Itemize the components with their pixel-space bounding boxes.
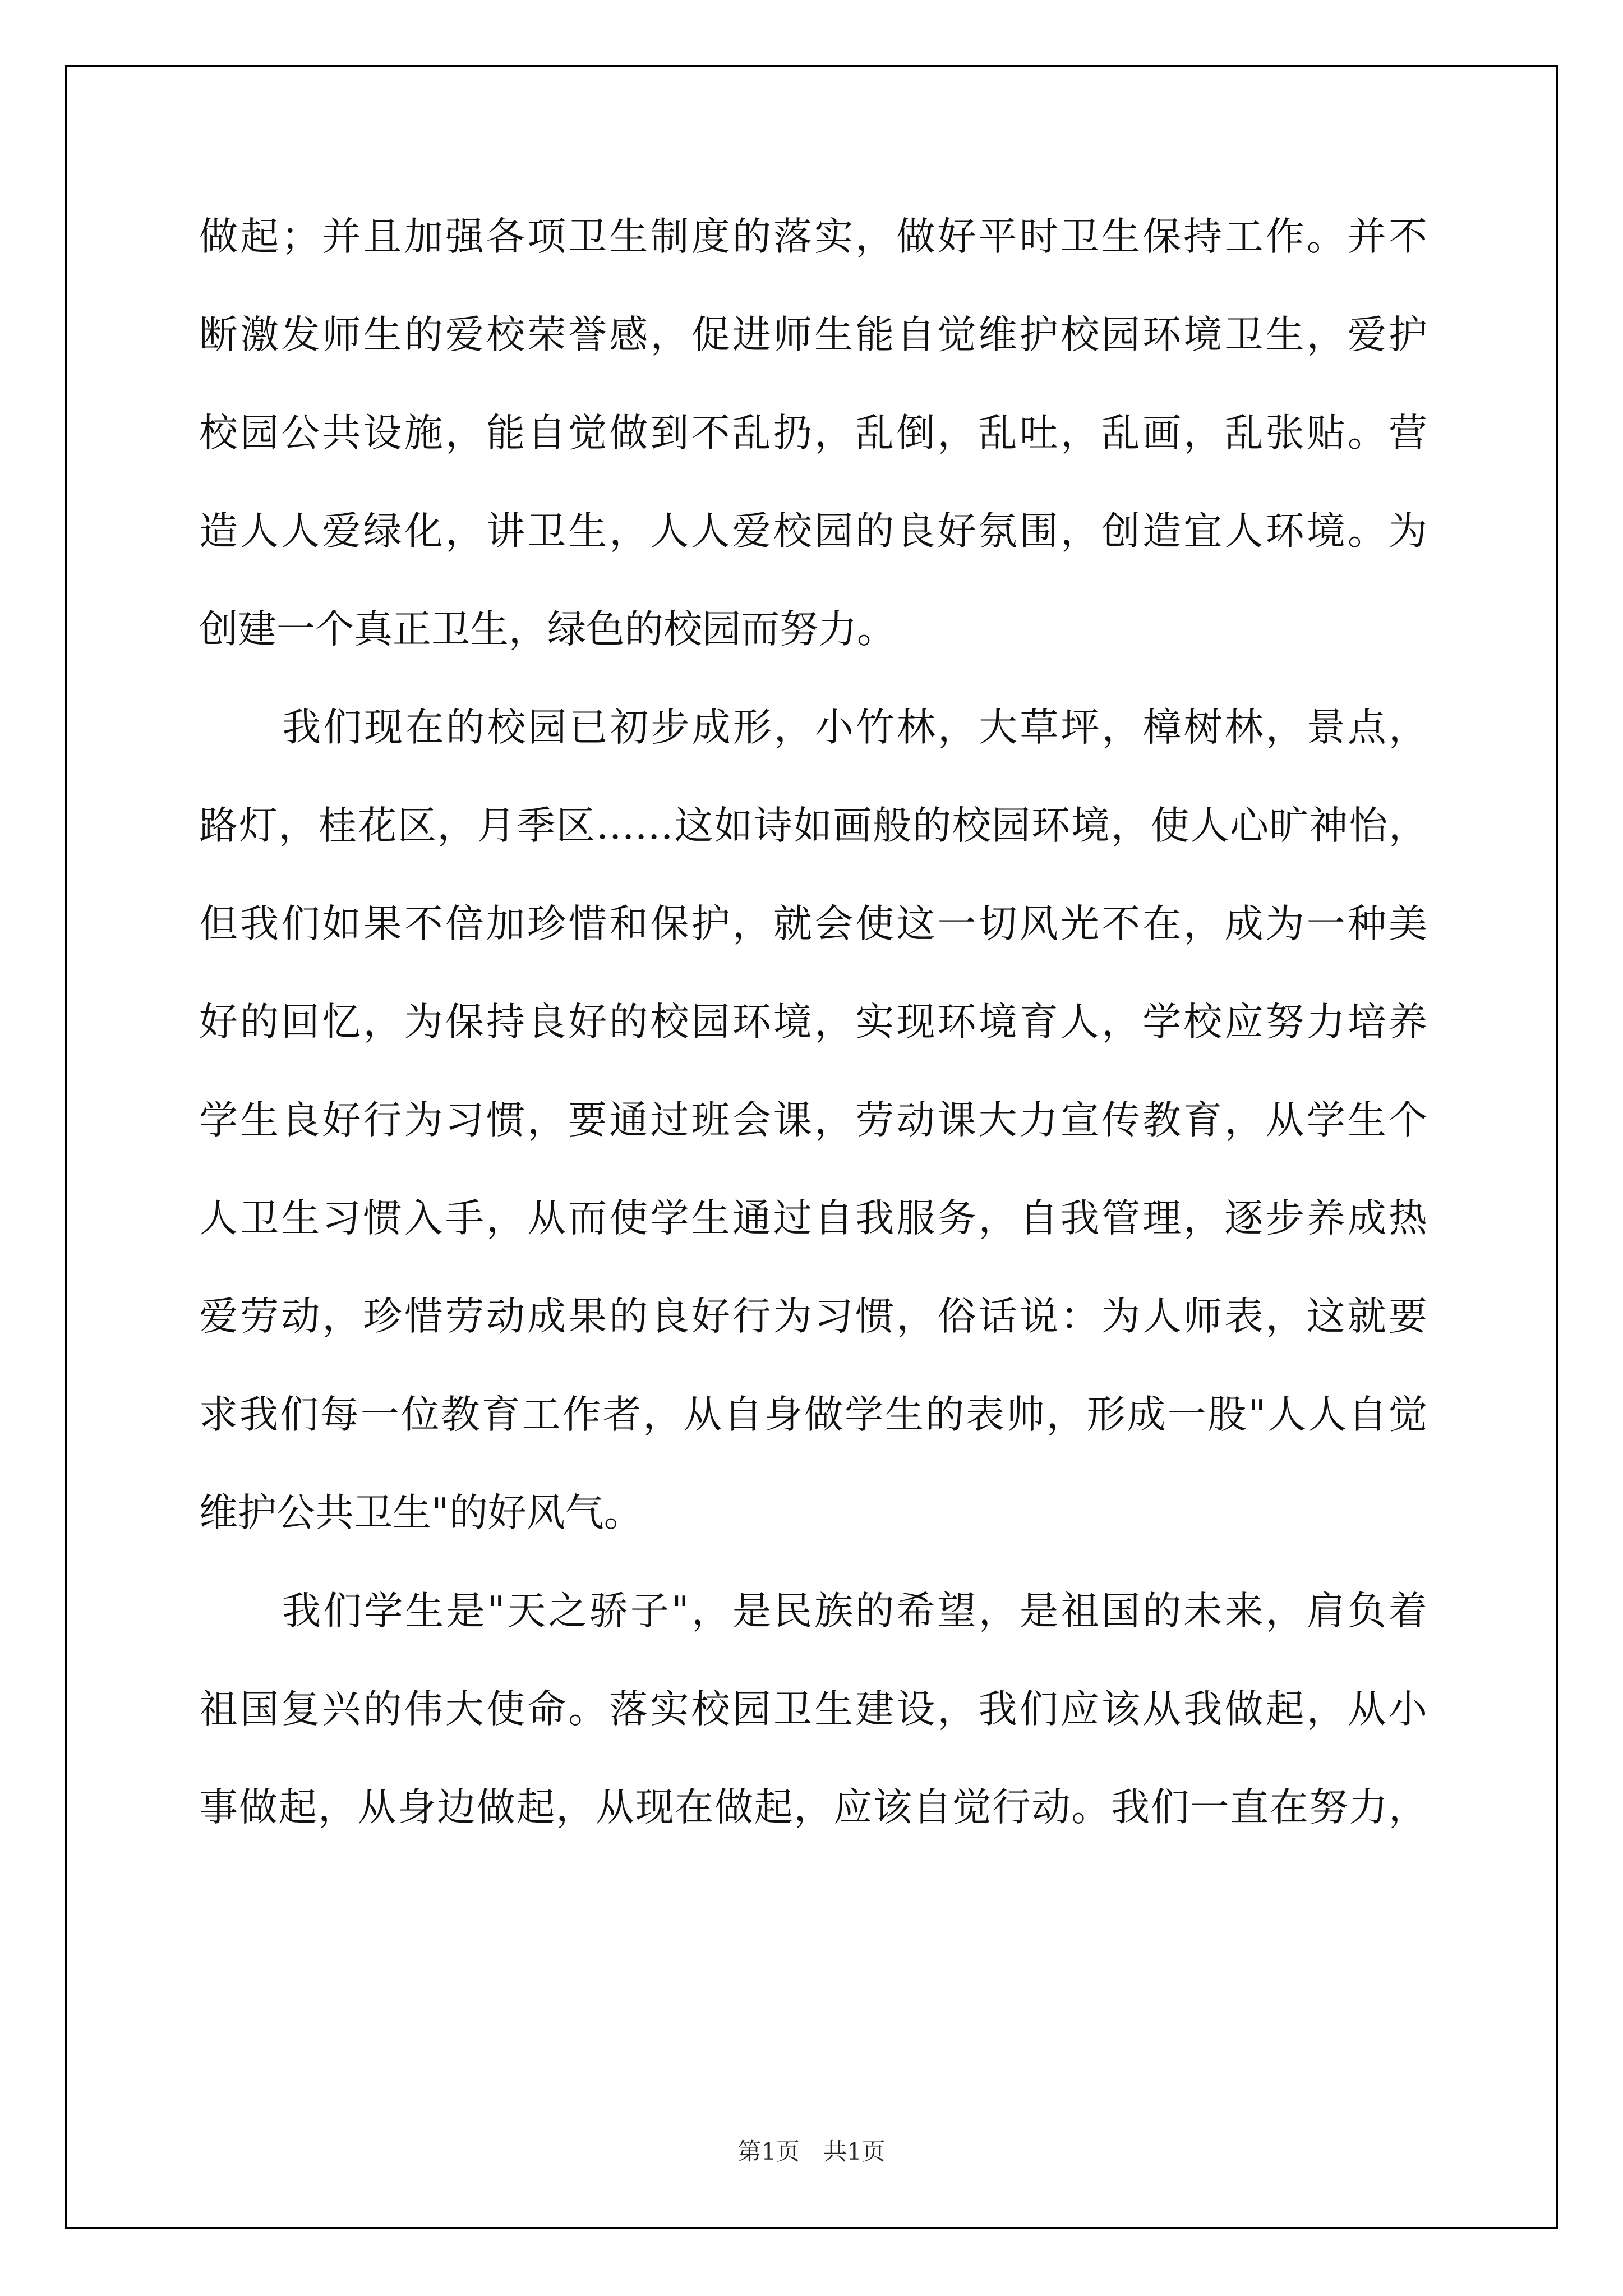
text-line: 学生良好行为习惯，要通过班会课，劳动课大力宣传教育，从学生个 <box>199 1098 1427 1143</box>
document-body <box>199 214 1427 1887</box>
page-number: 第1页 共1页 <box>737 2138 886 2165</box>
text-line: 爱劳动，珍惜劳动成果的良好行为习惯，俗话说：为人师表，这就要 <box>199 1294 1427 1339</box>
text-line: 求我们每一位教育工作者，从自身做学生的表帅，形成一股"人人自觉 <box>199 1392 1427 1437</box>
text-line: 校园公共设施，能自觉做到不乱扔，乱倒，乱吐，乱画，乱张贴。营 <box>199 411 1427 455</box>
text-line: 路灯，桂花区，月季区……这如诗如画般的校园环境，使人心旷神怡， <box>199 803 1427 848</box>
text-line: 祖国复兴的伟大使命。落实校园卫生建设，我们应该从我做起，从小 <box>199 1687 1427 1732</box>
text-line: 但我们如果不倍加珍惜和保护，就会使这一切风光不在，成为一种美 <box>199 901 1427 946</box>
text-line: 断激发师生的爱校荣誉感，促进师生能自觉维护校园环境卫生，爱护 <box>199 312 1427 357</box>
paragraph-first-line: 我们现在的校园已初步成形，小竹林，大草坪，樟树林，景点， <box>282 705 1427 750</box>
text-line: 人卫生习惯入手，从而使学生通过自我服务，自我管理，逐步养成热 <box>199 1196 1427 1241</box>
text-line: 造人人爱绿化，讲卫生，人人爱校园的良好氛围，创造宜人环境。为 <box>199 509 1427 554</box>
text-line: 维护公共卫生"的好风气。 <box>199 1490 643 1535</box>
paragraph-first-line: 我们学生是"天之骄子"，是民族的希望，是祖国的未来，肩负着 <box>282 1589 1427 1634</box>
text-line: 创建一个真正卫生，绿色的校园而努力。 <box>199 607 896 652</box>
text-line: 做起；并且加强各项卫生制度的落实，做好平时卫生保持工作。并不 <box>199 214 1427 259</box>
text-line: 好的回忆，为保持良好的校园环境，实现环境育人，学校应努力培养 <box>199 1000 1427 1045</box>
text-line: 事做起，从身边做起，从现在做起，应该自觉行动。我们一直在努力， <box>199 1785 1427 1830</box>
